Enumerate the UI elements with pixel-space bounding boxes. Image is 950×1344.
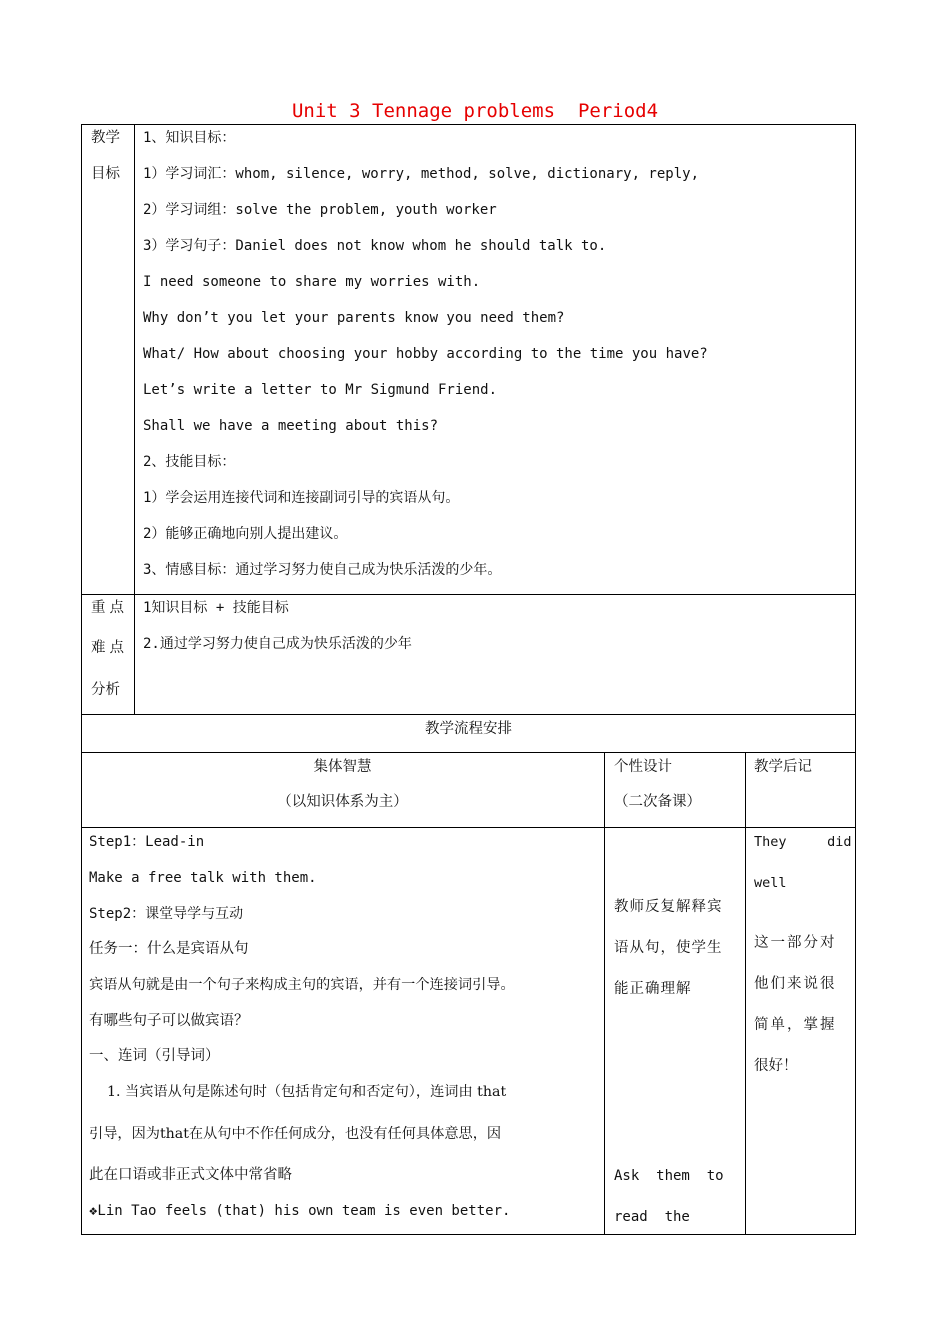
design-line: Ask them to	[614, 1168, 724, 1184]
design-line: 教师反复解释宾	[614, 899, 723, 915]
main-line: ❖Lin Tao feels (that) his own team is even better.	[89, 1203, 511, 1219]
table-border-bottom	[81, 1234, 856, 1235]
main-line: 引导，因为that在从句中不作任何成分，也没有任何具体意思，因	[89, 1126, 502, 1142]
objective-line: Let’s write a letter to Mr Sigmund Friend.	[143, 382, 498, 398]
objective-line: Why don’t you let your parents know you need them?	[143, 310, 565, 326]
objective-line: 3）学习句子：Daniel does not know whom he should talk to.	[143, 238, 607, 254]
col2-subtitle: （二次备课）	[614, 794, 701, 810]
notes-line: They did	[754, 834, 852, 850]
objective-line: I need someone to share my worries with.	[143, 274, 481, 290]
col3-title: 教学后记	[754, 759, 812, 775]
objective-line: 1、知识目标：	[143, 130, 236, 146]
table-border-left	[81, 124, 82, 1235]
main-line: Step1：Lead-in	[89, 834, 205, 850]
main-line: 1. 当宾语从句是陈述句时（包括肯定句和否定句），连词由 that	[107, 1084, 507, 1100]
notes-line: well	[754, 875, 787, 891]
notes-line: 他们来说很	[754, 976, 837, 992]
row-divider	[81, 594, 856, 595]
key-points-label: 分析	[91, 682, 120, 698]
key-points-label: 难点	[91, 640, 128, 656]
row-divider	[81, 827, 856, 828]
objective-line: 2）能够正确地向别人提出建议。	[143, 526, 348, 542]
design-line: 能正确理解	[614, 981, 692, 997]
label-column-divider	[134, 124, 135, 714]
main-line: 任务一：什么是宾语从句	[89, 941, 249, 957]
main-line: Make a free talk with them.	[89, 870, 317, 886]
notes-line: 简单，掌握	[754, 1017, 837, 1033]
design-line: 语从句，使学生	[614, 940, 723, 956]
main-line: Step2：课堂导学与互动	[89, 906, 244, 922]
col1-subtitle: （以知识体系为主）	[277, 794, 408, 810]
notes-line: 很好！	[754, 1058, 798, 1074]
key-points-label: 重点	[91, 600, 128, 616]
row-divider	[81, 714, 856, 715]
page-title: Unit 3 Tennage problems Period4	[291, 100, 659, 122]
process-heading: 教学流程安排	[425, 721, 512, 737]
design-line: read the	[614, 1209, 690, 1225]
main-line: 宾语从句就是由一个句子来构成主句的宾语，并有一个连接词引导。	[89, 977, 515, 993]
main-line: 此在口语或非正式文体中常省略	[89, 1167, 292, 1183]
table-border-right	[855, 124, 856, 1235]
col1-title: 集体智慧	[313, 759, 372, 775]
objective-line: Shall we have a meeting about this?	[143, 418, 439, 434]
column-divider	[604, 752, 605, 1234]
objective-line: 3、情感目标：通过学习努力使自己成为快乐活泼的少年。	[143, 562, 502, 578]
main-line: 一、连词（引导词）	[89, 1048, 220, 1064]
main-line: 有哪些句子可以做宾语？	[89, 1013, 249, 1029]
table-border-top	[81, 124, 856, 125]
col2-title: 个性设计	[614, 759, 672, 775]
objective-line: What/ How about choosing your hobby according to the time you have?	[143, 346, 708, 362]
objective-line: 2）学习词组：solve the problem, youth worker	[143, 202, 497, 218]
objective-line: 1）学习词汇：whom, silence, worry, method, solve, dictionary, reply,	[143, 166, 700, 182]
row-divider	[81, 752, 856, 753]
objectives-label: 教学	[91, 130, 120, 146]
column-divider	[745, 752, 746, 1234]
lesson-plan-table	[81, 124, 856, 1235]
objective-line: 1）学会运用连接代词和连接副词引导的宾语从句。	[143, 490, 460, 506]
key-point-line: 1知识目标 + 技能目标	[143, 600, 289, 616]
objective-line: 2、技能目标：	[143, 454, 236, 470]
key-point-line: 2.通过学习努力使自己成为快乐活泼的少年	[143, 636, 412, 652]
objectives-label: 目标	[91, 166, 120, 182]
notes-line: 这一部分对	[754, 935, 837, 951]
